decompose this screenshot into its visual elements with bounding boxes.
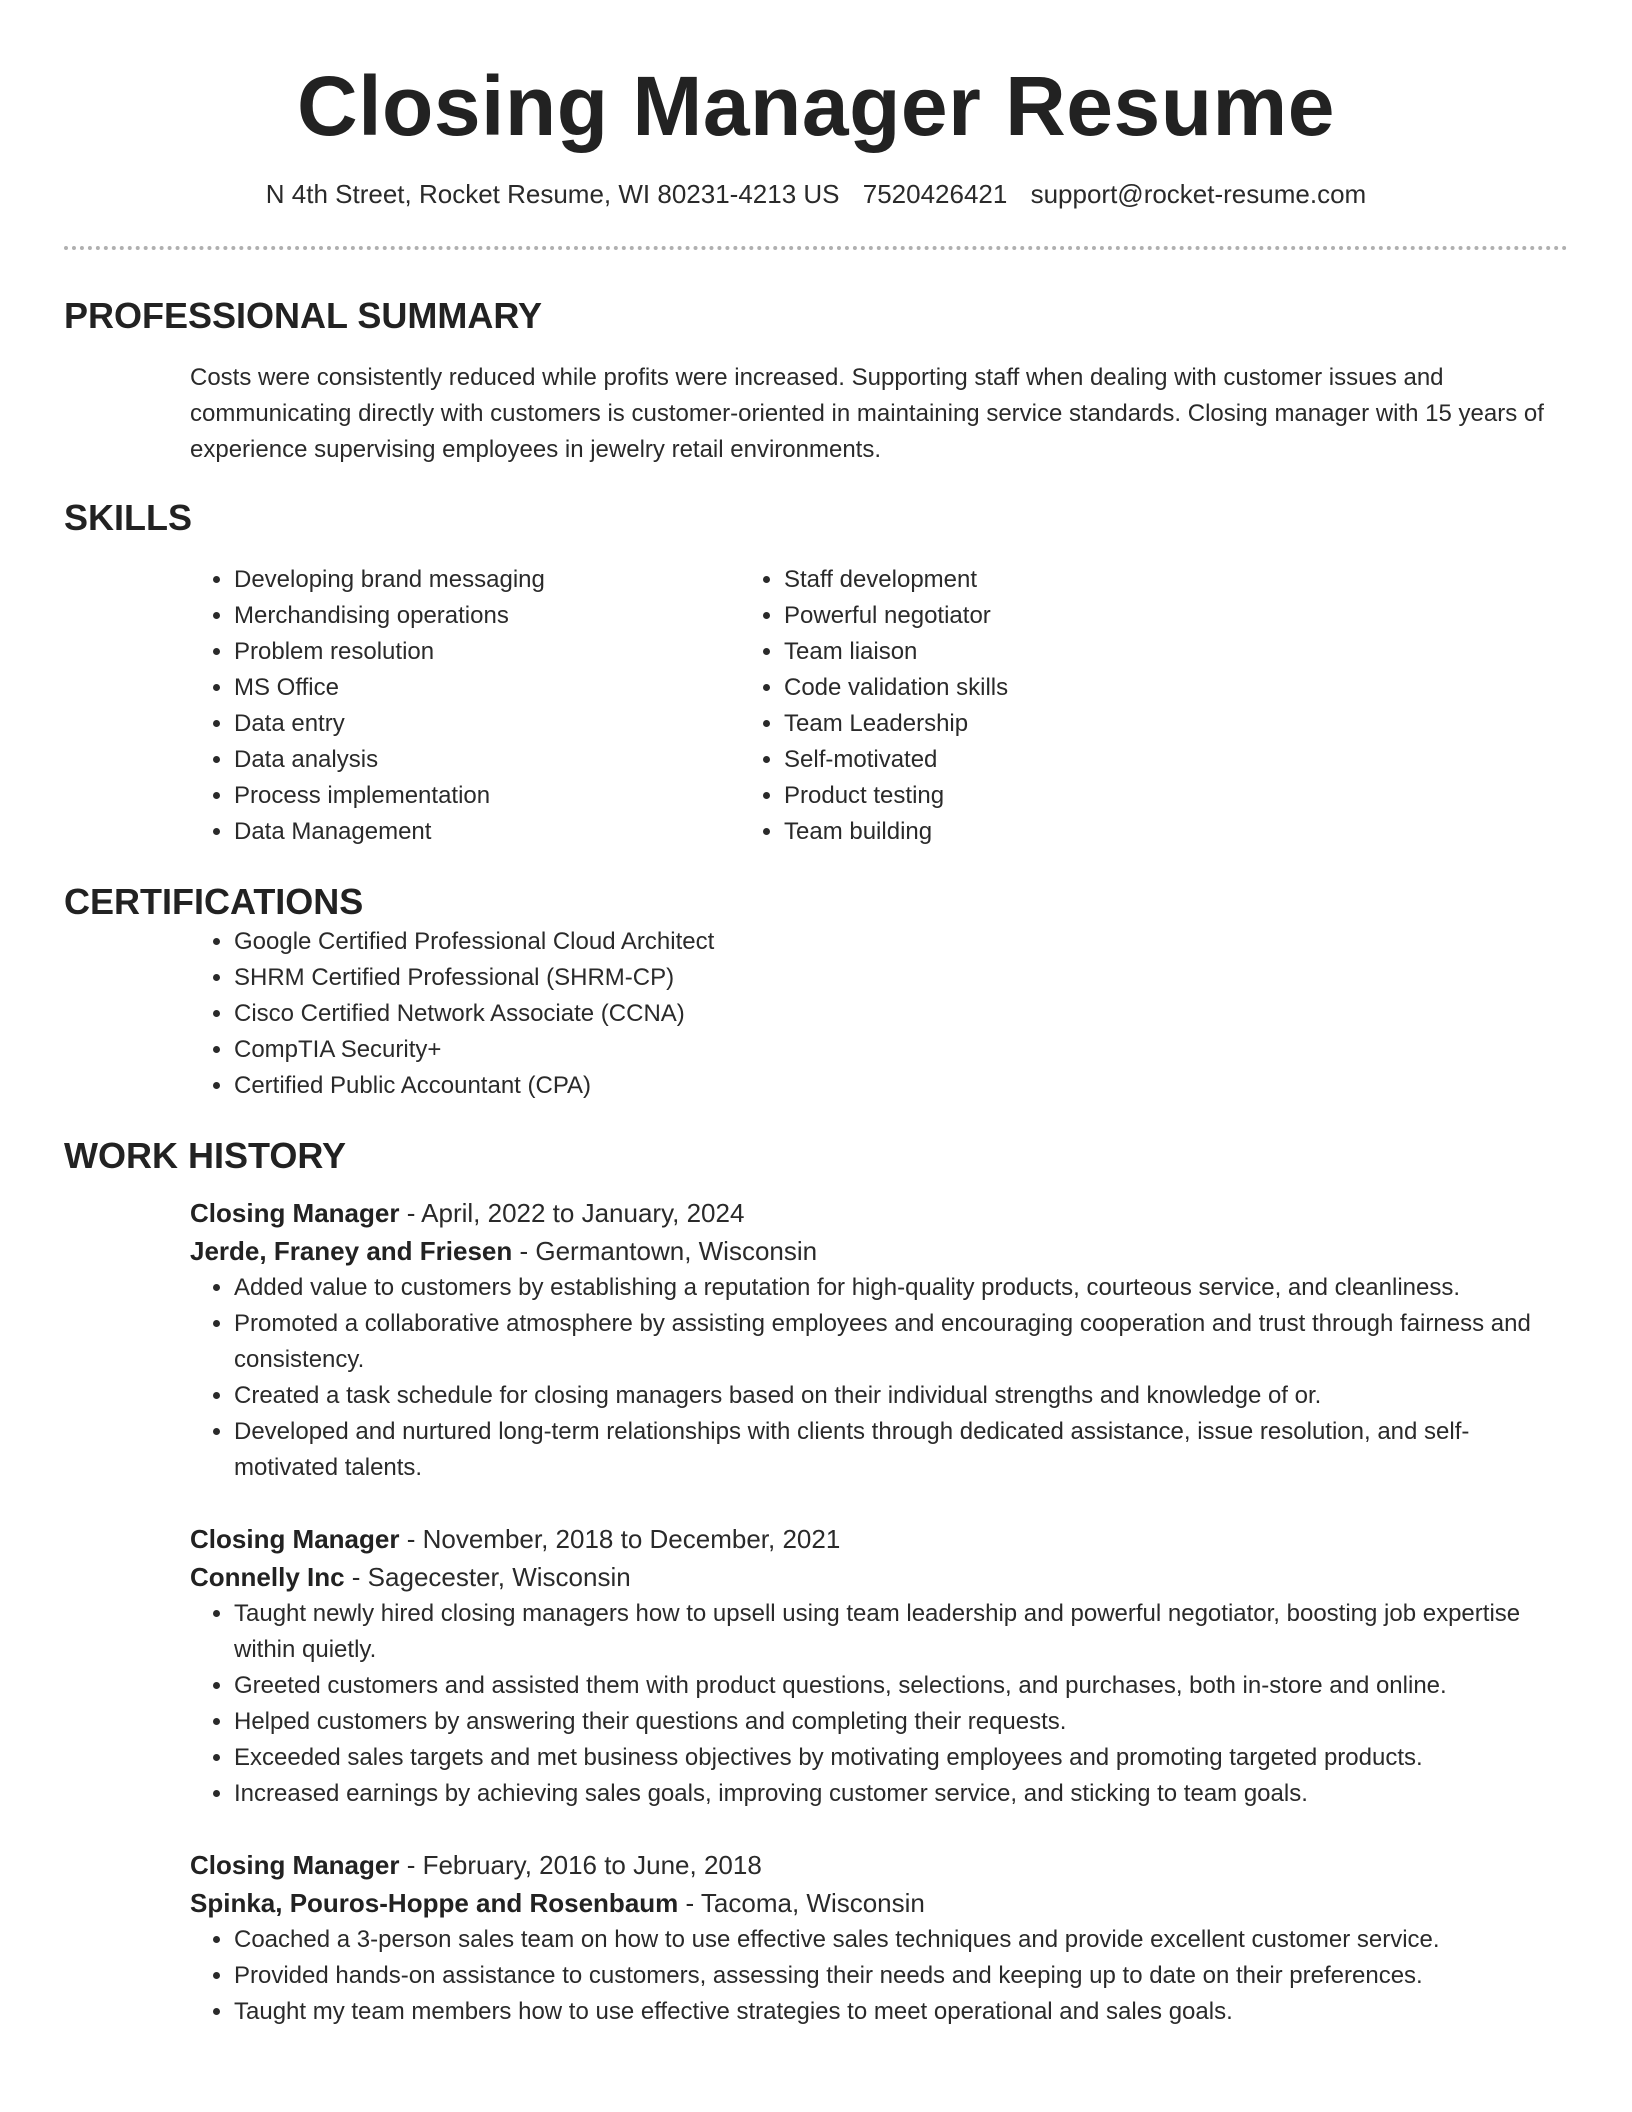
certification-item: • CompTIA Security+ [234, 1032, 1568, 1068]
job-title-line [190, 1846, 1568, 1884]
job-dates: - February, 2016 to June, 2018 [399, 1850, 762, 1880]
job-bullet: • Exceeded sales targets and met business objectives by motivating employees and promoting targeted products. [234, 1740, 1568, 1776]
contact-email: support@rocket-resume.com [1030, 179, 1367, 209]
skill-item: • Data Management [234, 814, 744, 850]
job-bullet: • Promoted a collaborative atmosphere by assisting employees and encouraging cooperation and trust through fairness and consistency. [234, 1306, 1568, 1378]
certification-item: • Certified Public Accountant (CPA) [234, 1068, 1568, 1104]
skill-item: • Staff development [784, 562, 1444, 598]
job-bullets [190, 1596, 1568, 1812]
certification-item: • SHRM Certified Professional (SHRM-CP) [234, 960, 1568, 996]
summary-heading: PROFESSIONAL SUMMARY [64, 295, 543, 336]
job-bullet: • Coached a 3-person sales team on how to use effective sales techniques and provide excellent customer service. [234, 1922, 1568, 1958]
job-bullet: • Created a task schedule for closing managers based on their individual strengths and knowledge of or. [234, 1378, 1568, 1414]
skills-heading: SKILLS [64, 497, 193, 538]
header-divider [64, 246, 1568, 250]
skill-item: • Team Leadership [784, 706, 1444, 742]
resume-title: Closing Manager Resume [297, 59, 1335, 153]
skill-item: • Team building [784, 814, 1444, 850]
contact-phone: 7520426421 [862, 179, 1008, 209]
job-title: Closing Manager [190, 1524, 400, 1554]
job-company: Spinka, Pouros-Hoppe and Rosenbaum [190, 1888, 679, 1918]
job-bullet: • Developed and nurtured long-term relationships with clients through dedicated assistance, issue resolution, and self-motivated talents. [234, 1414, 1568, 1486]
job-location: - Germantown, Wisconsin [512, 1236, 818, 1266]
skill-item: • Data entry [234, 706, 744, 742]
certifications-heading: CERTIFICATIONS [64, 881, 364, 922]
job-bullet: • Taught my team members how to use effective strategies to meet operational and sales goals. [234, 1994, 1568, 2030]
job-bullet: • Increased earnings by achieving sales goals, improving customer service, and sticking to team goals. [234, 1776, 1568, 1812]
job-entry [190, 1194, 1568, 1486]
job-entry [190, 1520, 1568, 1812]
certification-item: • Google Certified Professional Cloud Architect [234, 924, 1568, 960]
job-bullet: • Greeted customers and assisted them with product questions, selections, and purchases, both in-store and online. [234, 1668, 1568, 1704]
skill-item: • Powerful negotiator [784, 598, 1444, 634]
contact-line [64, 176, 1568, 212]
skill-item: • Team liaison [784, 634, 1444, 670]
skills-list-right [744, 562, 1444, 850]
work-history-heading: WORK HISTORY [64, 1135, 347, 1176]
skill-item: • MS Office [234, 670, 744, 706]
skills-list-left [64, 562, 744, 850]
job-title-line [190, 1520, 1568, 1558]
job-dates: - April, 2022 to January, 2024 [399, 1198, 745, 1228]
job-company-line [190, 1232, 1568, 1270]
job-location: - Tacoma, Wisconsin [678, 1888, 925, 1918]
certifications-list [64, 924, 1568, 1104]
job-bullet: • Helped customers by answering their questions and completing their requests. [234, 1704, 1568, 1740]
skill-item: • Data analysis [234, 742, 744, 778]
contact-address: N 4th Street, Rocket Resume, WI 80231-4213 US [265, 179, 840, 209]
job-company-line [190, 1884, 1568, 1922]
skills-grid [64, 562, 1568, 850]
job-dates: - November, 2018 to December, 2021 [399, 1524, 841, 1554]
skill-item: • Merchandising operations [234, 598, 744, 634]
skill-item: • Problem resolution [234, 634, 744, 670]
job-entry [190, 1846, 1568, 2030]
skill-item: • Product testing [784, 778, 1444, 814]
job-bullet: • Added value to customers by establishing a reputation for high-quality products, courteous service, and cleanliness. [234, 1270, 1568, 1306]
job-title: Closing Manager [190, 1850, 400, 1880]
job-company: Jerde, Franey and Friesen [190, 1236, 513, 1266]
job-bullets [190, 1270, 1568, 1486]
job-location: - Sagecester, Wisconsin [344, 1562, 631, 1592]
job-bullet: • Taught newly hired closing managers how to upsell using team leadership and powerful negotiator, boosting job expertise within quietly. [234, 1596, 1568, 1668]
job-title-line [190, 1194, 1568, 1232]
skill-item: • Process implementation [234, 778, 744, 814]
job-bullets [190, 1922, 1568, 2030]
summary-text: Costs were consistently reduced while profits were increased. Supporting staff when dealing with customer issues and communicating directly with customers is customer-oriented in maintaining service standards. Closing manager with 15 years of experience supervising employees in jewelry retail environments. [190, 364, 1544, 463]
job-title: Closing Manager [190, 1198, 400, 1228]
certification-item: • Cisco Certified Network Associate (CCNA) [234, 996, 1568, 1032]
job-bullet: • Provided hands-on assistance to customers, assessing their needs and keeping up to date on their preferences. [234, 1958, 1568, 1994]
skill-item: • Developing brand messaging [234, 562, 744, 598]
job-company-line [190, 1558, 1568, 1596]
skill-item: • Code validation skills [784, 670, 1444, 706]
skill-item: • Self-motivated [784, 742, 1444, 778]
job-company: Connelly Inc [190, 1562, 345, 1592]
